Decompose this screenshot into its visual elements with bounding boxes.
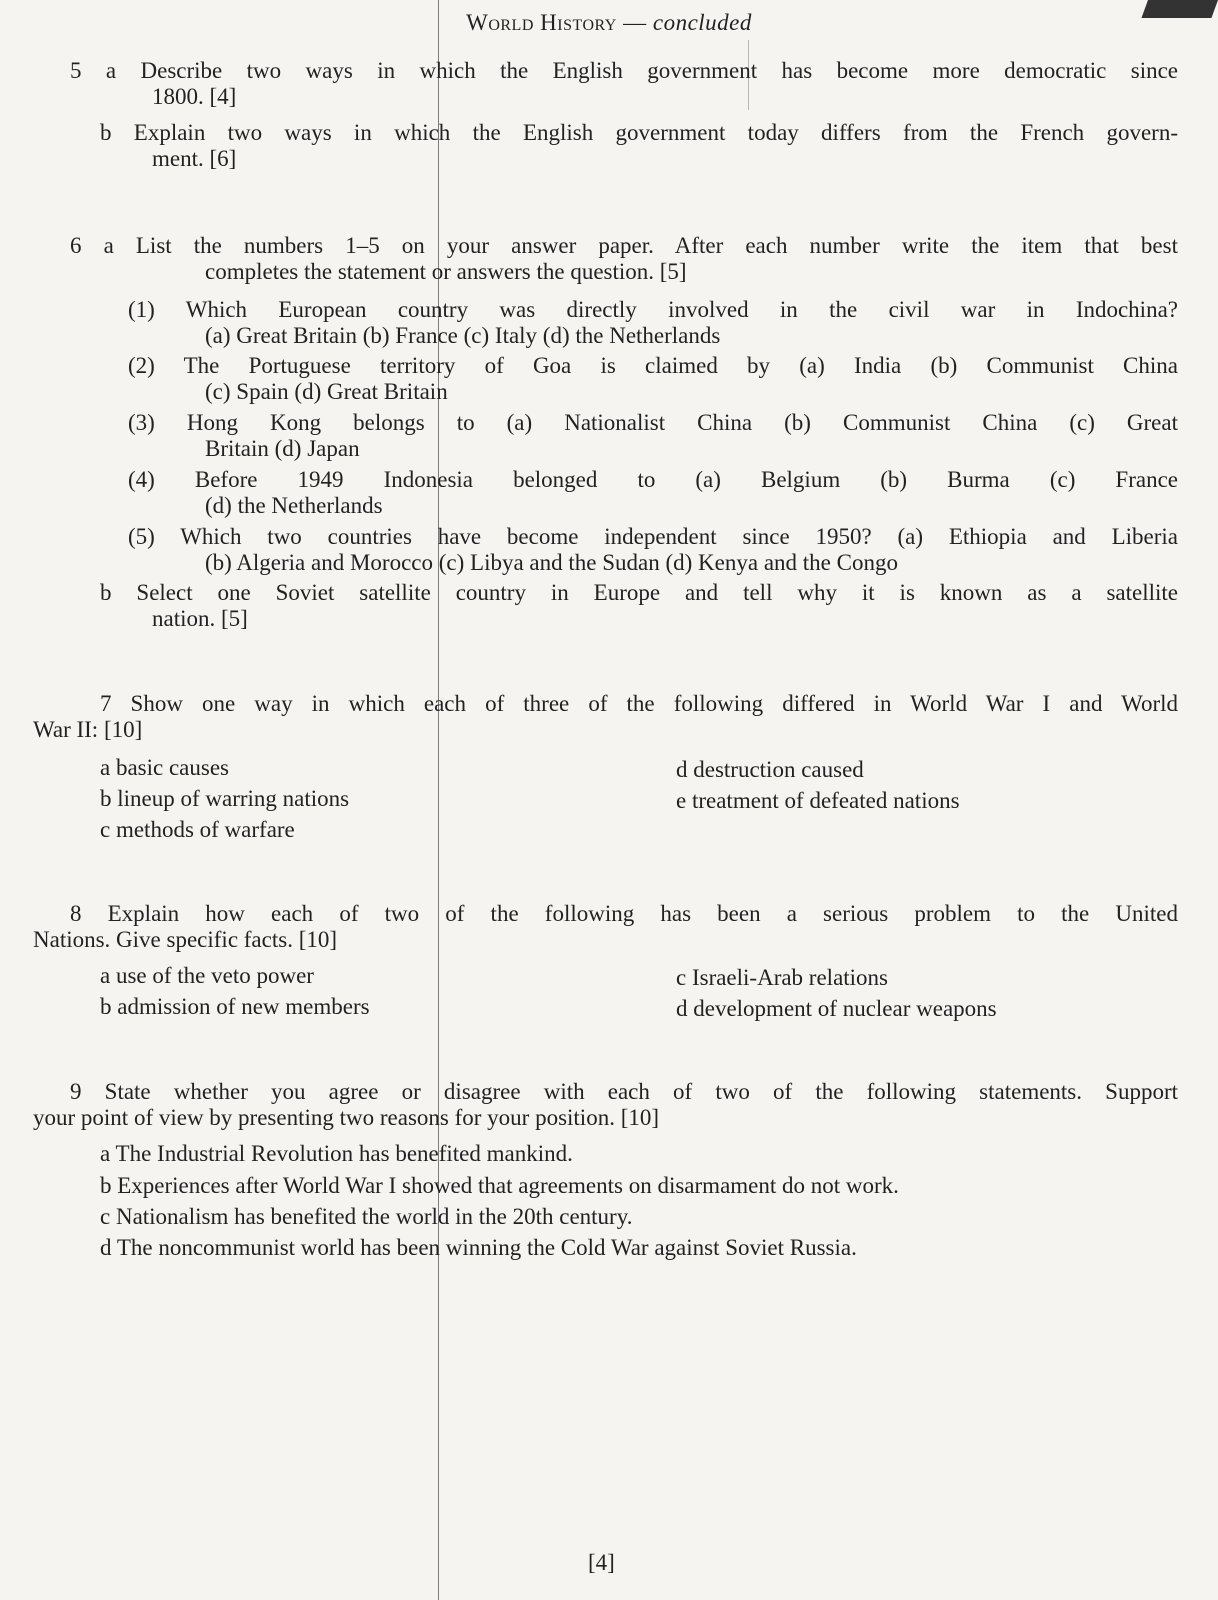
q9-statement-c: c Nationalism has benefited the world in the 20th century. <box>100 1204 633 1229</box>
q7-option-e: e treatment of defeated nations <box>676 788 960 813</box>
q6-item-5-question: (5) Which two countries have become independent since 1950? (a) Ethiopia and Liberia <box>128 524 1178 549</box>
q8-option-a: a use of the veto power <box>100 963 314 988</box>
q8-line1: 8 Explain how each of two of the following has been a serious problem to the United <box>70 901 1178 926</box>
q6-item-2-choices: (c) Spain (d) Great Britain <box>205 379 448 404</box>
q9-statement-a: a The Industrial Revolution has benefited mankind. <box>100 1141 573 1166</box>
q8-option-b: b admission of new members <box>100 994 370 1019</box>
q8-option-c: c Israeli-Arab relations <box>676 965 889 990</box>
q9-statement-d: d The noncommunist world has been winning the Cold War against Soviet Russia. <box>100 1235 857 1260</box>
page-header: World History — concluded <box>466 10 752 35</box>
q9-statement-b: b Experiences after World War I showed that agreements on disarmament do not work. <box>100 1173 899 1198</box>
q7-option-d: d destruction caused <box>676 757 864 782</box>
q6-item-1-question: (1) Which European country was directly involved in the civil war in Indochina? <box>128 297 1178 322</box>
q9-line2: your point of view by presenting two reasons for your position. [10] <box>33 1105 660 1130</box>
q7-line1: 7 Show one way in which each of three of the following differed in World War I and World <box>100 691 1178 716</box>
q7-option-b: b lineup of warring nations <box>100 786 350 811</box>
q9-line1: 9 State whether you agree or disagree with each of two of the following statements. Support <box>70 1079 1178 1104</box>
page-number: [4] <box>588 1550 615 1575</box>
q6-item-3-question: (3) Hong Kong belongs to (a) Nationalist China (b) Communist China (c) Great <box>128 410 1178 435</box>
q7-option-c: c methods of warfare <box>100 817 295 842</box>
q6-item-4-choices: (d) the Netherlands <box>205 493 383 518</box>
q5-b-line2: ment. [6] <box>152 146 237 171</box>
q7-line2: War II: [10] <box>33 717 143 742</box>
q6-item-3-choices: Britain (d) Japan <box>205 436 360 461</box>
q6-a-line2: completes the statement or answers the question. [5] <box>205 259 687 284</box>
q5-a-line1: 5 a Describe two ways in which the English government has become more democratic since <box>70 58 1178 83</box>
q5-b-line1: b Explain two ways in which the English government today differs from the French govern- <box>100 120 1178 145</box>
q6-a-line1: 6 a List the numbers 1–5 on your answer paper. After each number write the item that best <box>70 233 1178 258</box>
q6-item-5-choices: (b) Algeria and Morocco (c) Libya and the Sudan (d) Kenya and the Congo <box>205 550 898 575</box>
q6-item-4-question: (4) Before 1949 Indonesia belonged to (a) Belgium (b) Burma (c) France <box>128 467 1178 492</box>
header-title: World History <box>466 10 617 35</box>
q5-a-line2: 1800. [4] <box>152 84 237 109</box>
q6-item-2-question: (2) The Portuguese territory of Goa is claimed by (a) India (b) Communist China <box>128 353 1178 378</box>
header-suffix: concluded <box>652 10 752 35</box>
q8-option-d: d development of nuclear weapons <box>676 996 997 1021</box>
q6-b-line1: b Select one Soviet satellite country in Europe and tell why it is known as a satellite <box>100 580 1178 605</box>
q6-b-line2: nation. [5] <box>152 606 248 631</box>
q6-item-1-choices: (a) Great Britain (b) France (c) Italy (d) the Netherlands <box>205 323 721 348</box>
q7-option-a: a basic causes <box>100 755 229 780</box>
q8-line2: Nations. Give specific facts. [10] <box>33 927 338 952</box>
